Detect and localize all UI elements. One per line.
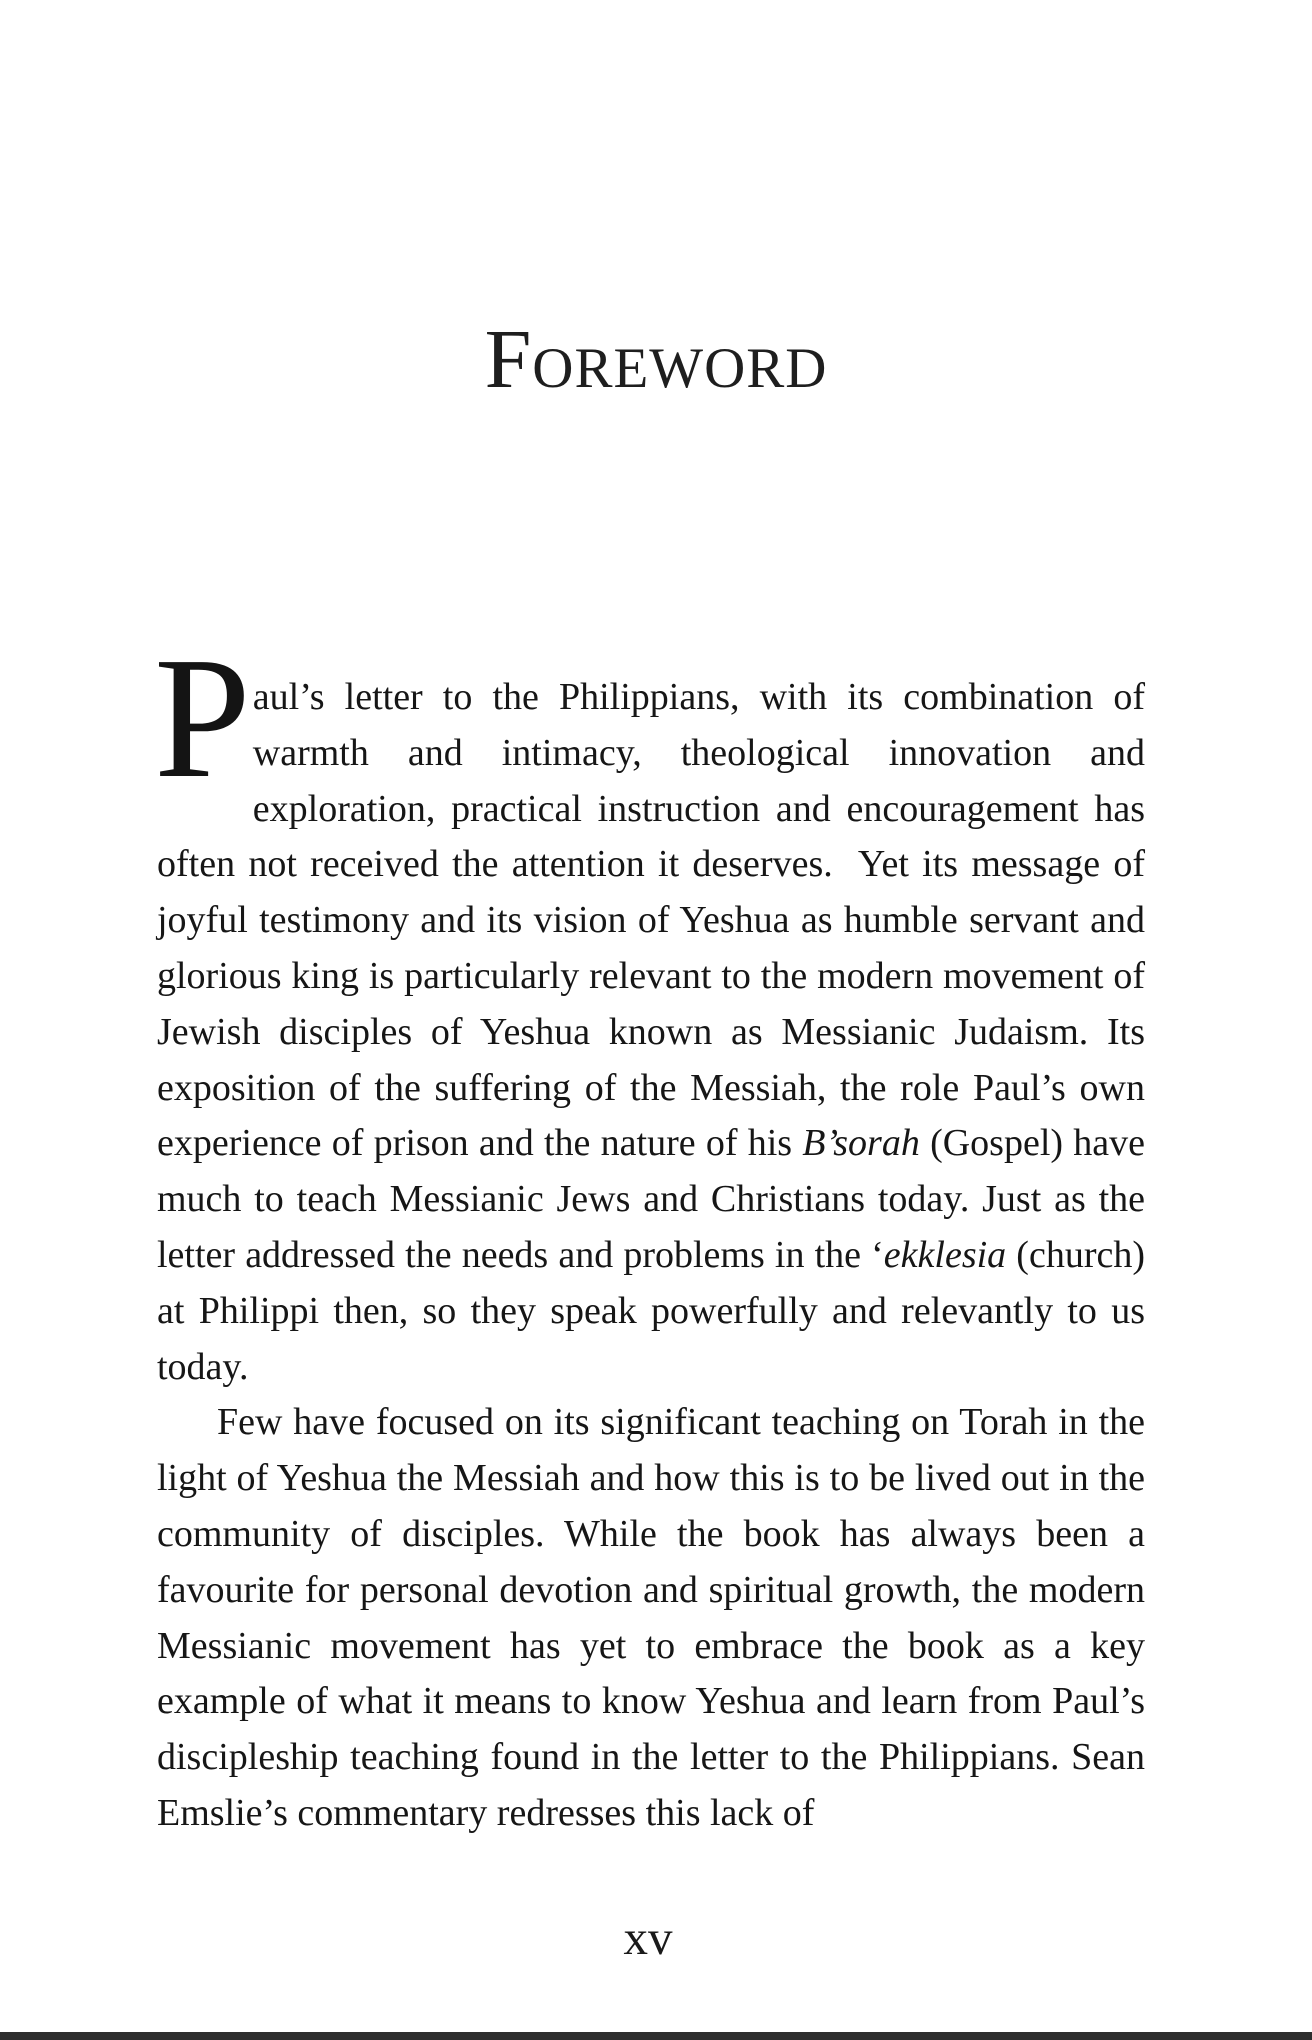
title-small-caps: OREWORD xyxy=(532,337,828,400)
body-run: (Gospel) have much to teach Messianic Jews and Christians today. Just as the letter addressed the needs and problems in the ‘ xyxy=(157,1122,1146,1276)
italic-term-ekklesia: ekklesia xyxy=(883,1233,1007,1276)
italic-term-bsorah: B’sorah xyxy=(802,1122,920,1165)
paragraph-1 xyxy=(154,621,1146,1395)
paragraph-2: Few have focused on its significant teaching on Torah in the light of Yeshua the Messiah and how this is to be lived out in the community of disciples. While the book has always been a favourite for personal devotion and spiritual growth, the modern Messianic movement has yet to embrace the book as a key example of what it means to know Yeshua and learn from Paul’s discipleship teaching found in the letter to the Philippians. Sean Emslie’s commentary redresses this lack of xyxy=(157,1401,1145,1834)
page-title xyxy=(0,313,1312,411)
title-initial-letter: F xyxy=(484,313,533,406)
drop-cap: P xyxy=(154,621,251,814)
body-run: (church) at Philippi then, so they speak powerfully and relevantly to us today. xyxy=(157,1233,1145,1388)
foreword-body xyxy=(154,621,1146,1842)
body-run: aul’s letter to the Philippians, with its combination of warmth and intimacy, theological innovation and exploration, practical instruction and encouragement has often not received the attention it deserves. Yet its message of joyful testimony and its vision of Yeshua as humble servant and glorious king is particularly relevant to the modern movement of Jewish disciples of Yeshua known as Messianic Judaism. Its exposition of the suffering of the Messiah, the role Paul’s own experience of prison and the nature of his xyxy=(157,676,1145,1165)
scan-edge-bar xyxy=(0,2032,1312,2040)
page-number-folio: xv xyxy=(623,1910,673,1965)
